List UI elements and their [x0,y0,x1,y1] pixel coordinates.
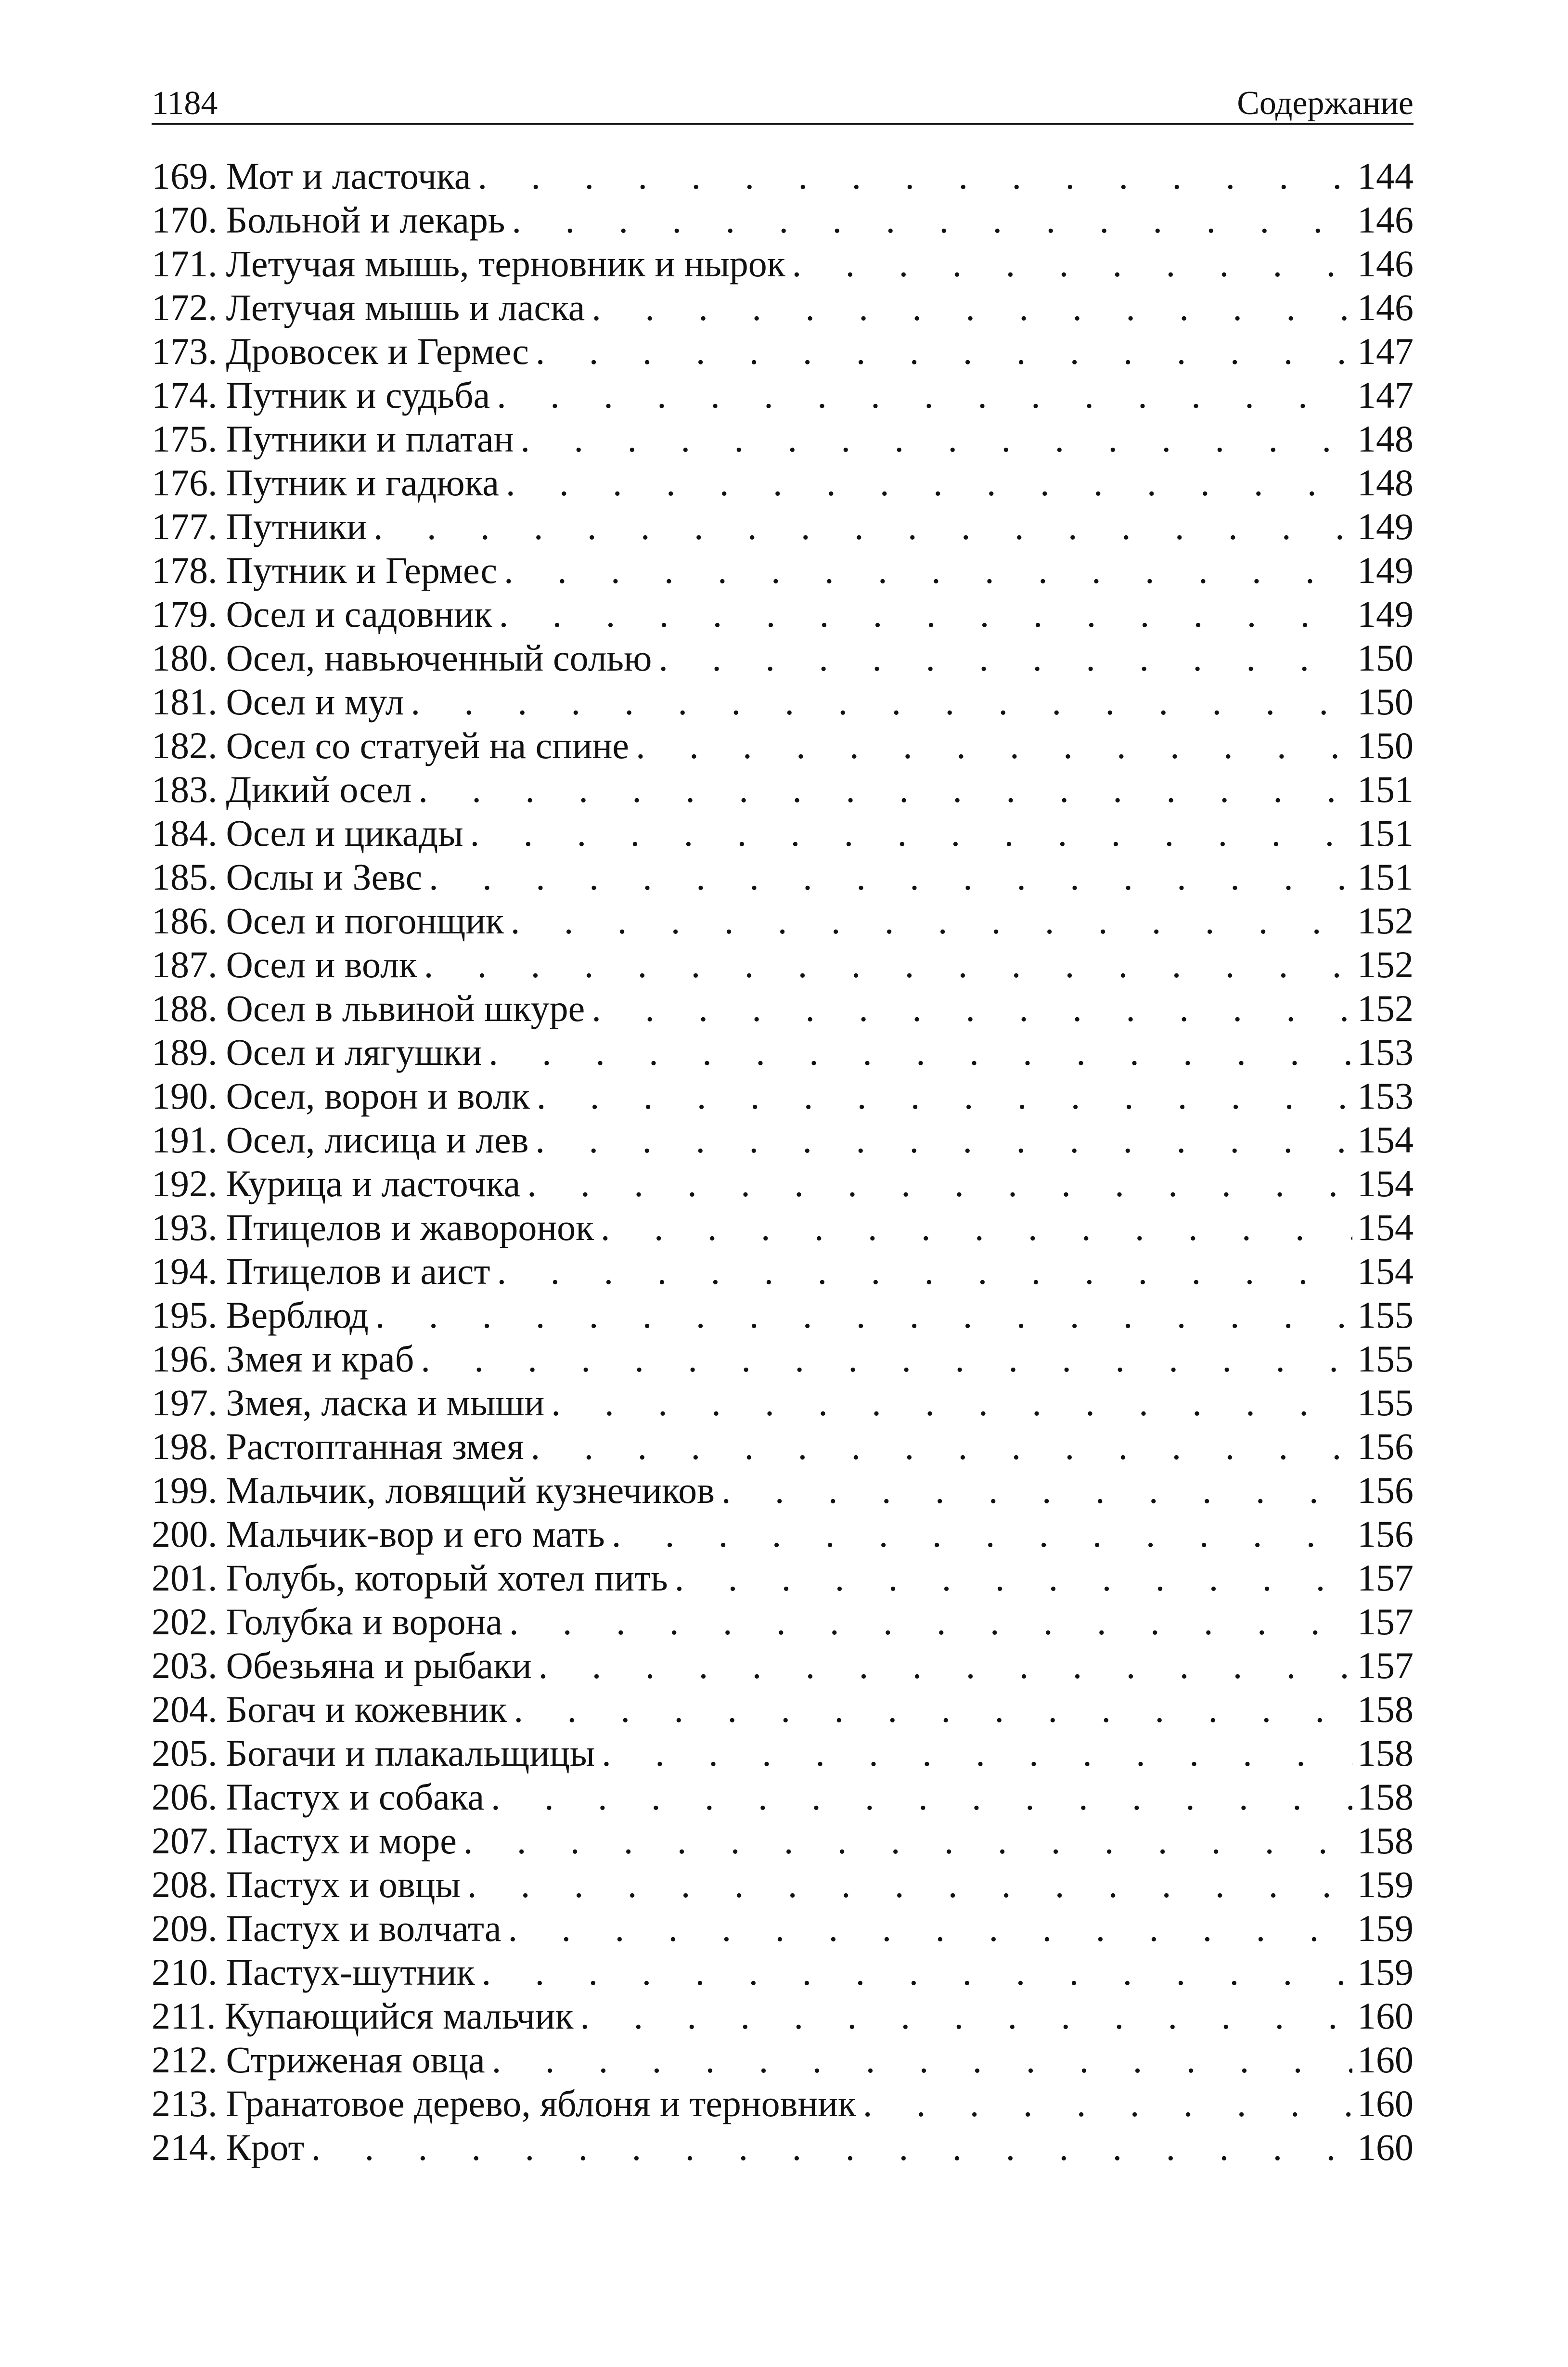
dot-leader [499,592,1352,636]
entry-number: 214. [152,2126,218,2168]
entry-page-number: 154 [1357,1250,1414,1292]
entry-title: Стриженая овца [226,2039,485,2081]
toc-entry [152,1424,1414,1468]
entry-number: 211. [152,1995,216,2037]
toc-entry [152,154,1414,198]
toc-entry [152,1687,1414,1731]
dot-leader [536,329,1352,373]
entry-title: Дровосек и Гермес [226,330,529,372]
entry-page-number: 160 [1357,2039,1414,2081]
entry-number: 201. [152,1557,218,1599]
toc-entry [152,1293,1414,1337]
entry-title: Осел, ворон и волк [226,1075,530,1117]
dot-leader [429,855,1352,899]
entry-number: 198. [152,1425,218,1467]
toc-entry [152,2038,1414,2082]
entry-number: 185. [152,856,218,898]
entry-title: Голубь, который хотел пить [226,1557,668,1599]
entry-page-number: 159 [1357,1951,1414,1993]
dot-leader [482,1950,1352,1994]
entry-title: Ослы и Зевс [226,856,423,898]
dot-leader [491,1775,1352,1819]
entry-page-number: 151 [1357,856,1414,898]
entry-page-number: 160 [1357,2082,1414,2124]
entry-page-number: 144 [1357,155,1414,197]
entry-number: 212. [152,2039,218,2081]
entry-number: 188. [152,987,218,1029]
entry-number: 172. [152,286,218,328]
entry-number: 191. [152,1119,218,1161]
toc-entry [152,1906,1414,1950]
toc-entry [152,329,1414,373]
entry-number: 195. [152,1294,218,1336]
entry-title: Верблюд [226,1294,369,1336]
entry-page-number: 160 [1357,2126,1414,2168]
entry-page-number: 160 [1357,1995,1414,2037]
toc-entry [152,767,1414,811]
entry-title: Осел, лисица и лев [226,1119,529,1161]
entry-number: 171. [152,243,218,285]
entry-page-number: 150 [1357,637,1414,679]
entry-number: 186. [152,900,218,942]
toc-entry [152,1030,1414,1074]
entry-number: 205. [152,1732,218,1774]
entry-page-number: 151 [1357,768,1414,810]
dot-leader [477,154,1352,198]
entry-number: 183. [152,768,218,810]
entry-page-number: 146 [1357,199,1414,241]
dot-leader [467,1863,1352,1906]
entry-title: Путник и гадюка [226,462,499,504]
entry-page-number: 149 [1357,549,1414,591]
toc-entry [152,504,1414,548]
entry-title: Гранатовое дерево, яблоня и терновник [226,2082,856,2124]
dot-leader [418,767,1352,811]
entry-number: 213. [152,2082,218,2124]
entry-page-number: 155 [1357,1294,1414,1336]
entry-page-number: 148 [1357,418,1414,460]
entry-title: Осел и садовник [226,593,492,635]
entry-number: 194. [152,1250,218,1292]
dot-leader [602,1731,1352,1775]
dot-leader [612,1512,1352,1556]
entry-number: 203. [152,1644,218,1686]
entry-page-number: 152 [1357,900,1414,942]
entry-number: 197. [152,1382,218,1423]
entry-number: 181. [152,681,218,723]
entry-title: Пастух и овцы [226,1863,461,1905]
dot-leader [601,1205,1352,1249]
dot-leader [506,461,1352,504]
entry-number: 179. [152,593,218,635]
toc-entry [152,724,1414,767]
running-header [152,72,1414,120]
dot-leader [421,1337,1352,1381]
entry-page-number: 156 [1357,1469,1414,1511]
entry-page-number: 153 [1357,1075,1414,1117]
dot-leader [504,548,1352,592]
toc-entry [152,242,1414,285]
entry-title: Мот и ласточка [226,155,471,197]
dot-leader [512,198,1352,242]
dot-leader [531,1424,1352,1468]
entry-title: Больной и лекарь [226,199,505,241]
toc-entry [152,1950,1414,1994]
entry-title: Богачи и плакальщицы [226,1732,595,1774]
toc-entry [152,855,1414,899]
entry-page-number: 150 [1357,681,1414,723]
entry-page-number: 159 [1357,1863,1414,1905]
entry-page-number: 157 [1357,1644,1414,1686]
toc-entry [152,1074,1414,1118]
page-number: 1184 [152,85,218,122]
dot-leader [497,373,1352,417]
dot-leader [537,1074,1352,1118]
entry-page-number: 156 [1357,1425,1414,1467]
dot-leader [527,1162,1352,1205]
entry-number: 184. [152,812,218,854]
entry-title: Птицелов и жаворонок [226,1206,594,1248]
toc-entry [152,373,1414,417]
entry-number: 200. [152,1513,218,1555]
entry-title: Голубка и ворона [226,1601,503,1643]
toc-entry [152,1600,1414,1643]
dot-leader [535,1118,1352,1162]
entry-title: Пастух и море [226,1820,457,1862]
toc-entry [152,461,1414,504]
entry-page-number: 158 [1357,1688,1414,1730]
dot-leader [636,724,1352,767]
toc-entry [152,1556,1414,1600]
entry-title: Дикий осел [226,768,412,810]
entry-page-number: 154 [1357,1163,1414,1204]
toc-entry [152,592,1414,636]
toc-entry [152,899,1414,943]
dot-leader [514,1687,1352,1731]
entry-number: 178. [152,549,218,591]
entry-title: Путники [226,505,367,547]
entry-number: 174. [152,374,218,416]
toc-entry [152,1512,1414,1556]
dot-leader [863,2082,1352,2125]
entry-title: Осел со статуей на спине [226,724,630,766]
entry-number: 177. [152,505,218,547]
entry-page-number: 149 [1357,593,1414,635]
table-of-contents [152,154,1414,2169]
entry-page-number: 153 [1357,1031,1414,1073]
entry-page-number: 156 [1357,1513,1414,1555]
dot-leader [591,986,1352,1030]
entry-number: 180. [152,637,218,679]
entry-number: 202. [152,1601,218,1643]
toc-entry [152,1162,1414,1205]
entry-title: Осел и цикады [226,812,463,854]
section-title: Содержание [1237,85,1414,122]
entry-title: Осел и волк [226,944,417,985]
dot-leader [424,943,1352,986]
entry-number: 209. [152,1907,218,1949]
entry-title: Осел, навьюченный солью [226,637,652,679]
entry-number: 169. [152,155,218,197]
entry-number: 206. [152,1776,218,1818]
entry-title: Крот [226,2126,305,2168]
entry-number: 190. [152,1075,218,1117]
toc-entry [152,1994,1414,2038]
entry-title: Богач и кожевник [226,1688,507,1730]
toc-entry [152,1775,1414,1819]
entry-number: 210. [152,1951,218,1993]
entry-page-number: 157 [1357,1557,1414,1599]
dot-leader [508,1906,1352,1950]
toc-entry [152,2082,1414,2125]
dot-leader [463,1819,1352,1863]
entry-number: 187. [152,944,218,985]
entry-title: Осел и лягушки [226,1031,482,1073]
dot-leader [591,285,1352,329]
dot-leader [520,417,1352,461]
entry-title: Обезьяна и рыбаки [226,1644,532,1686]
toc-entry [152,1643,1414,1687]
dot-leader [373,504,1352,548]
entry-title: Осел и погонщик [226,900,504,942]
entry-number: 173. [152,330,218,372]
dot-leader [411,680,1352,724]
dot-leader [311,2125,1352,2169]
entry-title: Летучая мышь, терновник и нырок [226,243,785,285]
dot-leader [792,242,1352,285]
toc-entry [152,636,1414,680]
toc-entry [152,986,1414,1030]
entry-title: Путник и судьба [226,374,490,416]
entry-page-number: 146 [1357,243,1414,285]
entry-title: Мальчик, ловящий кузнечиков [226,1469,715,1511]
entry-title: Пастух и волчата [226,1907,501,1949]
entry-title: Путник и Гермес [226,549,498,591]
entry-page-number: 148 [1357,462,1414,504]
dot-leader [658,636,1352,680]
entry-title: Змея, ласка и мыши [226,1382,545,1423]
dot-leader [721,1468,1352,1512]
entry-page-number: 150 [1357,724,1414,766]
entry-title: Путники и платан [226,418,514,460]
entry-title: Курица и ласточка [226,1163,521,1204]
toc-entry [152,2125,1414,2169]
toc-entry [152,1205,1414,1249]
entry-page-number: 155 [1357,1382,1414,1423]
toc-entry [152,548,1414,592]
entry-title: Пастух и собака [226,1776,485,1818]
entry-number: 182. [152,724,218,766]
toc-entry [152,1731,1414,1775]
dot-leader [470,811,1352,855]
toc-entry [152,1819,1414,1863]
toc-entry [152,811,1414,855]
toc-entry [152,680,1414,724]
entry-title: Летучая мышь и ласка [226,286,585,328]
toc-entry [152,1337,1414,1381]
dot-leader [497,1249,1352,1293]
toc-entry [152,417,1414,461]
entry-title: Осел в львиной шкуре [226,987,585,1029]
entry-title: Купающийся мальчик [224,1995,574,2037]
dot-leader [675,1556,1352,1600]
entry-number: 170. [152,199,218,241]
toc-entry [152,285,1414,329]
entry-page-number: 154 [1357,1206,1414,1248]
dot-leader [375,1293,1352,1337]
entry-title: Растоптанная змея [226,1425,524,1467]
entry-page-number: 147 [1357,374,1414,416]
toc-entry [152,1118,1414,1162]
entry-number: 193. [152,1206,218,1248]
entry-number: 207. [152,1820,218,1862]
toc-entry [152,1249,1414,1293]
toc-entry [152,1468,1414,1512]
entry-page-number: 151 [1357,812,1414,854]
toc-entry [152,1863,1414,1906]
entry-title: Птицелов и аист [226,1250,490,1292]
entry-number: 204. [152,1688,218,1730]
entry-page-number: 152 [1357,987,1414,1029]
toc-entry [152,198,1414,242]
entry-page-number: 155 [1357,1338,1414,1380]
entry-page-number: 157 [1357,1601,1414,1643]
entry-title: Пастух-шутник [226,1951,475,1993]
entry-title: Мальчик-вор и его мать [226,1513,605,1555]
dot-leader [492,2038,1352,2082]
entry-page-number: 158 [1357,1732,1414,1774]
header-rule [152,123,1414,125]
entry-page-number: 158 [1357,1776,1414,1818]
entry-number: 196. [152,1338,218,1380]
entry-title: Осел и мул [226,681,404,723]
entry-number: 208. [152,1863,218,1905]
dot-leader [539,1643,1352,1687]
entry-number: 176. [152,462,218,504]
dot-leader [580,1994,1353,2038]
dot-leader [488,1030,1352,1074]
entry-number: 175. [152,418,218,460]
dot-leader [551,1381,1352,1424]
entry-page-number: 147 [1357,330,1414,372]
entry-page-number: 158 [1357,1820,1414,1862]
entry-page-number: 159 [1357,1907,1414,1949]
toc-entry [152,1381,1414,1424]
dot-leader [509,1600,1352,1643]
entry-number: 189. [152,1031,218,1073]
entry-title: Змея и краб [226,1338,414,1380]
entry-number: 199. [152,1469,218,1511]
entry-page-number: 154 [1357,1119,1414,1161]
toc-entry [152,943,1414,986]
entry-number: 192. [152,1163,218,1204]
dot-leader [511,899,1352,943]
entry-page-number: 149 [1357,505,1414,547]
entry-page-number: 152 [1357,944,1414,985]
entry-page-number: 146 [1357,286,1414,328]
